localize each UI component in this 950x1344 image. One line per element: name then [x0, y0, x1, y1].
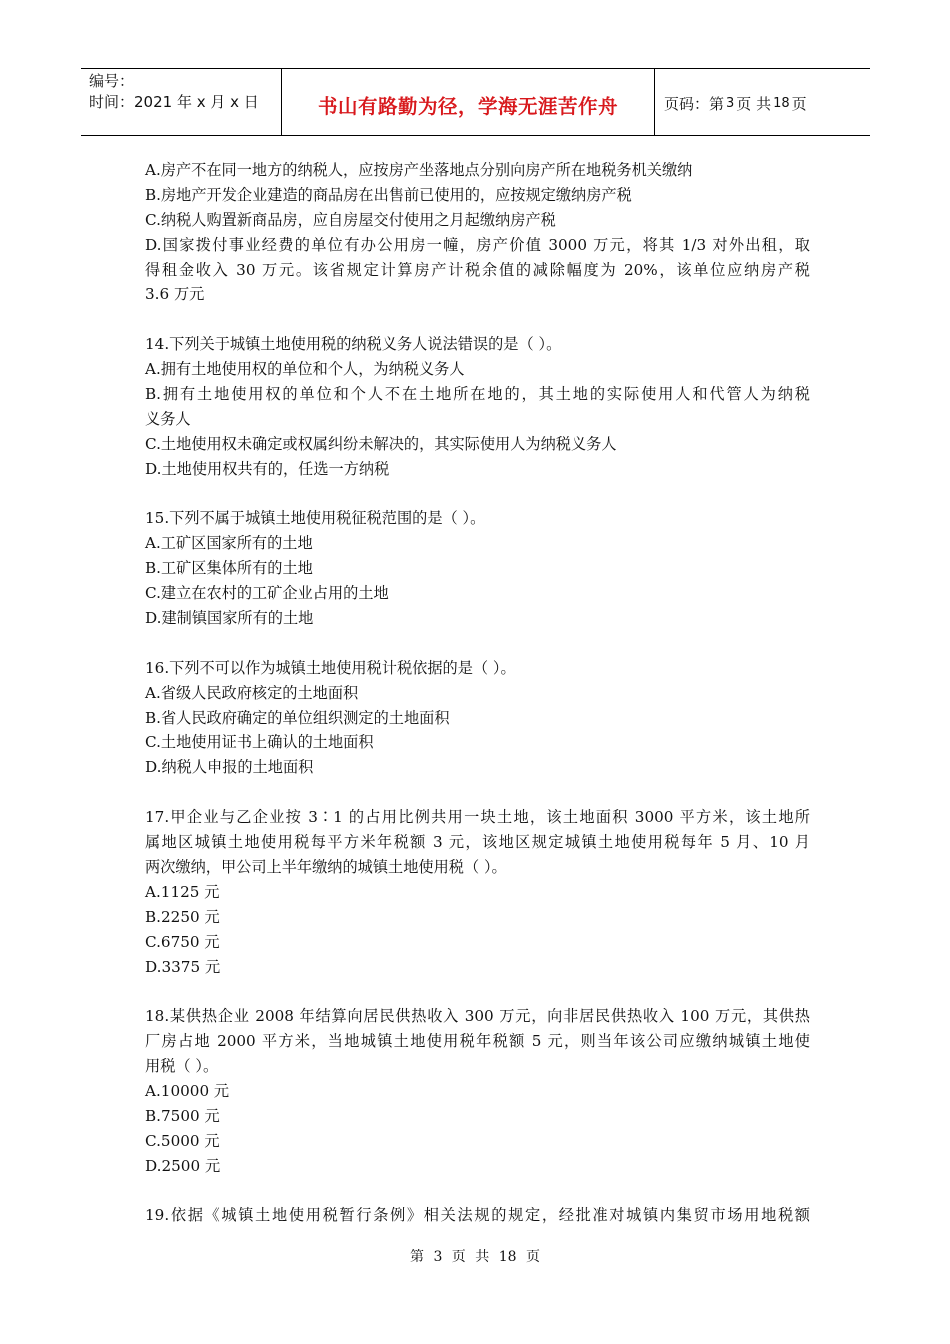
question-stem-line-3: 两次缴纳，甲公司上半年缴纳的城镇土地使用税（ ）。	[145, 857, 507, 876]
question-stem: 15.下列不属于城镇土地使用税征税范围的是（ ）。	[145, 509, 486, 528]
header-page-cell	[655, 69, 870, 135]
question-15	[145, 506, 810, 630]
question-13-options	[145, 158, 810, 307]
header-motto: 书山有路勤为径，学海无涯苦作舟	[317, 95, 618, 118]
option-d-line-2: 得租金收入 30 万元。该省规定计算房产计税余值的减除幅度为 20%，该单位应纳房产税	[145, 260, 810, 279]
question-16	[145, 656, 810, 780]
question-stem-line-3: 用税（ ）。	[145, 1057, 219, 1076]
option-b: B.2250 元	[145, 907, 220, 926]
question-stem: 14.下列关于城镇土地使用税的纳税义务人说法错误的是（ ）。	[145, 335, 562, 354]
question-19	[145, 1203, 810, 1228]
page-current: 3	[726, 95, 735, 111]
option-d-line-1: D.国家拨付事业经费的单位有办公用房一幢，房产价值 3000 万元，将其 1/3 对外出租，取	[145, 235, 810, 254]
page-header	[81, 68, 870, 136]
page-footer: 第 3 页 共 18 页	[410, 1249, 540, 1265]
page-suffix: 页	[791, 94, 807, 113]
header-motto-cell	[282, 69, 655, 135]
option-d: D.纳税人申报的土地面积	[145, 758, 314, 777]
option-c: C.纳税人购置新商品房，应自房屋交付使用之月起缴纳房产税	[145, 210, 556, 229]
option-d: D.2500 元	[145, 1156, 221, 1175]
option-b-line-1: B.拥有土地使用权的单位和个人不在土地所在地的，其土地的实际使用人和代管人为纳税	[145, 385, 810, 404]
question-14	[145, 332, 810, 481]
option-b: B.工矿区集体所有的土地	[145, 559, 313, 578]
option-a: A.10000 元	[145, 1081, 230, 1100]
option-a: A.房产不在同一地方的纳税人，应按房产坐落地点分别向房产所在地税务机关缴纳	[145, 161, 693, 179]
option-c: C.土地使用权未确定或权属纠纷未解决的，其实际使用人为纳税义务人	[145, 434, 617, 453]
option-a: A.工矿区国家所有的土地	[145, 534, 313, 553]
question-stem-line-2: 厂房占地 2000 平方米，当地城镇土地使用税年税额 5 元，则当年该公司应缴纳城镇土地使	[145, 1032, 810, 1051]
option-a: A.拥有土地使用权的单位和个人，为纳税义务人	[145, 360, 465, 379]
option-b: B.7500 元	[145, 1106, 220, 1125]
question-stem-line-2: 属地区城镇土地使用税每平方米年税额 3 元，该地区规定城镇土地使用税每年 5 月、10 月	[145, 833, 810, 852]
option-c: C.5000 元	[145, 1131, 220, 1150]
option-d-line-3: 3.6 万元	[145, 285, 205, 304]
option-b-line-2: 义务人	[145, 409, 191, 428]
document-body	[145, 158, 810, 1228]
document-time-label: 时间：2021 年 x 月 x 日	[89, 93, 259, 111]
option-c: C.建立在农村的工矿企业占用的土地	[145, 584, 389, 603]
option-a: A.省级人民政府核定的土地面积	[145, 683, 359, 702]
question-17	[145, 805, 810, 979]
option-b: B.房地产开发企业建造的商品房在出售前已使用的，应按规定缴纳房产税	[145, 185, 632, 204]
option-a: A.1125 元	[145, 882, 220, 901]
option-c: C.土地使用证书上确认的土地面积	[145, 733, 374, 752]
question-stem-line-1: 18.某供热企业 2008 年结算向居民供热收入 300 万元，向非居民供热收入 100 万元，其供热	[145, 1007, 810, 1026]
header-meta-cell	[81, 69, 282, 135]
document-number-label: 编号：	[89, 72, 135, 90]
question-stem: 16.下列不可以作为城镇土地使用税计税依据的是（ ）。	[145, 658, 516, 677]
option-d: D.3375 元	[145, 957, 221, 976]
option-c: C.6750 元	[145, 932, 220, 951]
option-d: D.土地使用权共有的，任选一方纳税	[145, 459, 390, 478]
option-d: D.建制镇国家所有的土地	[145, 609, 314, 628]
question-stem-line-1: 17.甲企业与乙企业按 3∶1 的占用比例共用一块土地，该土地面积 3000 平方米，该土地所	[145, 808, 810, 827]
page-mid: 页 共	[736, 94, 772, 113]
question-18	[145, 1004, 810, 1178]
page-prefix: 页码：第	[664, 94, 725, 113]
page-total: 18	[773, 95, 790, 111]
question-stem-line-1: 19.依据《城镇土地使用税暂行条例》相关法规的规定，经批准对城镇内集贸市场用地税额	[145, 1206, 810, 1225]
option-b: B.省人民政府确定的单位组织测定的土地面积	[145, 708, 450, 727]
